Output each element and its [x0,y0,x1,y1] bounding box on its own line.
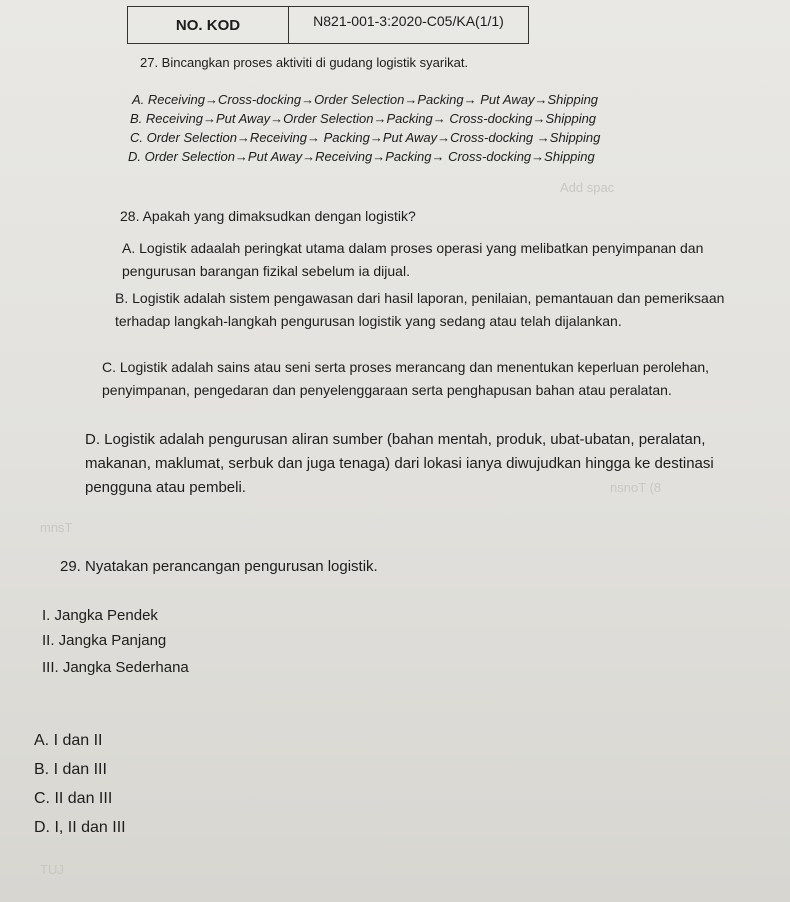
q28-option-b-letter: B. [115,290,129,306]
q28-option-c-text: Logistik adalah sains atau seni serta proses merancang dan menentukan keperluan perolehan, penyimpanan, pengedaran dan penyelenggaraan serta penghapusan bahan atau peralatan. [102,359,710,398]
q27-option-d: D. Order Selection→Put Away→Receiving→Packing→ Cross-docking→Shipping [128,149,595,164]
bleed-through-text: mnsT [40,520,73,535]
question-29: 29. Nyatakan perancangan pengurusan logistik. [60,558,378,575]
q29-item-3: III. Jangka Sederhana [42,659,189,676]
q28-option-c-letter: C. [102,359,116,375]
q28-option-d [85,428,765,500]
q29-answer-b: B. I dan III [34,761,107,778]
question-28: 28. Apakah yang dimaksudkan dengan logistik? [120,208,416,224]
q27-option-c: C. Order Selection→Receiving→ Packing→Put Away→Cross-docking →Shipping [130,130,601,145]
q28-option-b [115,287,755,333]
q28-option-a [122,237,762,283]
bleed-through-text: nsnoT (8 [610,480,662,495]
q27-option-a: A. Receiving→Cross-docking→Order Selection→Packing→ Put Away→Shipping [132,92,599,107]
q28-option-c [102,356,742,402]
header-code-box [127,6,529,44]
q29-item-2: II. Jangka Panjang [42,632,167,649]
bleed-through-text: Add spac [560,180,615,195]
q28-option-d-letter: D. [85,431,100,448]
q29-answer-a: A. I dan II [34,732,103,749]
q29-answer-c: C. II dan III [34,790,113,807]
q28-option-d-text: Logistik adalah pengurusan aliran sumber (bahan mentah, produk, ubat-ubatan, peralatan, makanan, maklumat, serbuk dan juga tenaga) dari lokasi ianya diwujudkan hingga ke destinasi pengguna atau pembeli. [85,431,714,496]
question-27: 27. Bincangkan proses aktiviti di gudang logistik syarikat. [140,55,469,70]
q27-option-b: B. Receiving→Put Away→Order Selection→Packing→ Cross-docking→Shipping [130,111,597,126]
course-code: N821-001-3:2020-C05/KA(1/1) [313,13,504,29]
q28-option-a-letter: A. [122,240,136,256]
q29-item-1: I. Jangka Pendek [42,607,158,624]
no-kod-label: NO. KOD [128,7,289,43]
q28-option-a-text: Logistik adaalah peringkat utama dalam proses operasi yang melibatkan penyimpanan dan pengurusan barangan fizikal sebelum ia dijual. [122,240,704,279]
q29-answer-d: D. I, II dan III [34,819,126,836]
q28-option-b-text: Logistik adalah sistem pengawasan dari hasil laporan, penilaian, pemantauan dan pemeriksaan terhadap langkah-langkah pengurusan logistik yang sedang atau telah dijalankan. [115,290,725,329]
bleed-through-text: TUJ [40,862,64,877]
